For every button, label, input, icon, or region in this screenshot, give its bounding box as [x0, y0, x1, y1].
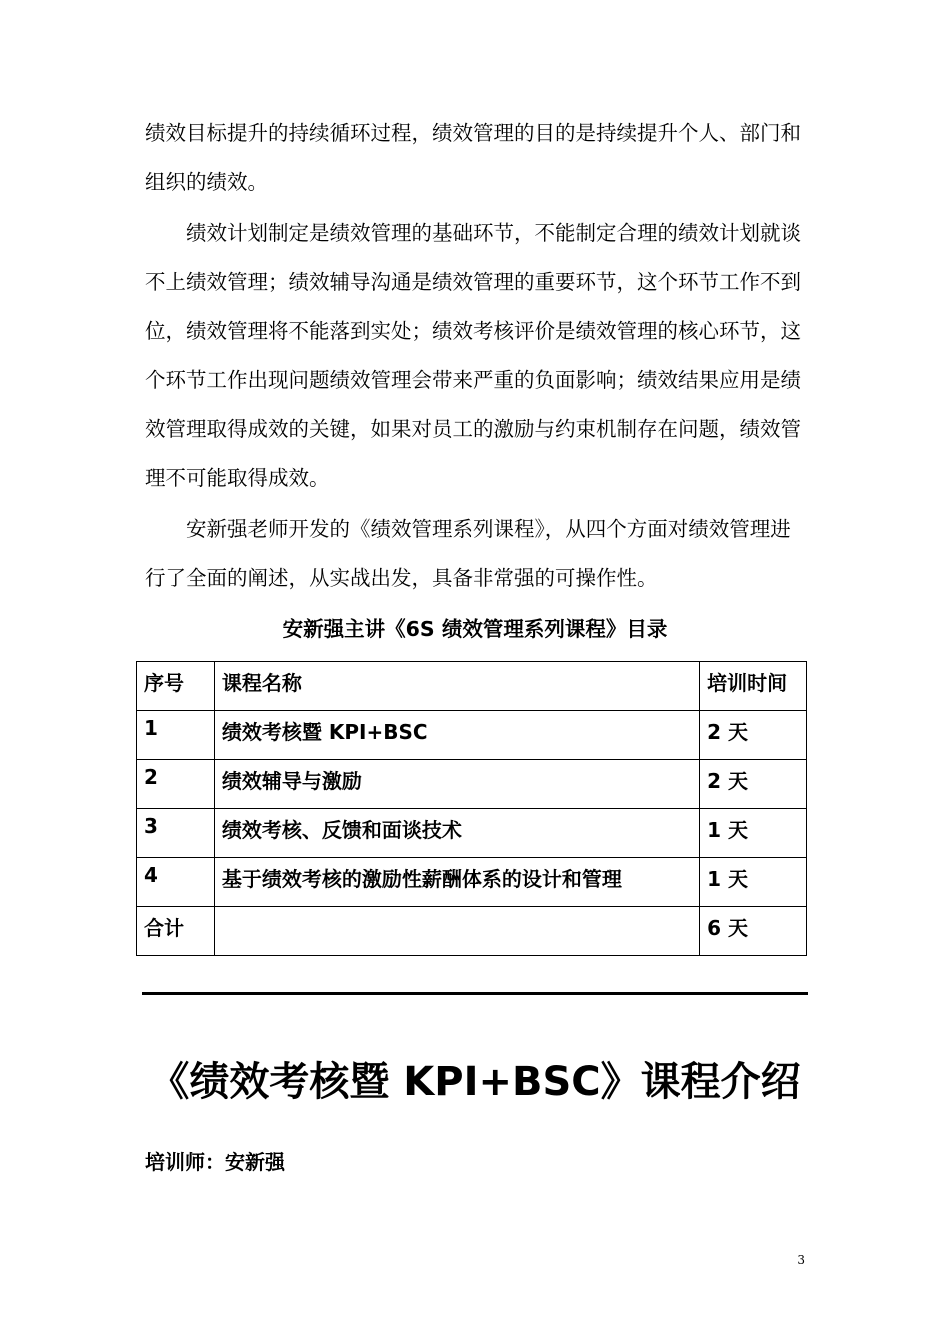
- section-divider: [142, 992, 808, 995]
- table-total-row: [137, 907, 807, 956]
- table-row: [137, 760, 807, 809]
- page-number: 3: [797, 1253, 805, 1267]
- row-course-name: 绩效考核暨 KPI+BSC: [214, 711, 699, 760]
- trainer-name: 培训师：安新强: [145, 1150, 285, 1174]
- toc-title: 安新强主讲《6S 绩效管理系列课程》目录: [282, 617, 668, 641]
- paragraph-2: 绩效计划制定是绩效管理的基础环节，不能制定合理的绩效计划就谈不上绩效管理；绩效辅导沟通是绩效管理的重要环节，这个环节工作不到位，绩效管理将不能落到实处；绩效考核评价是绩效管理的核心环节，这个环节工作出现问题绩效管理会带来严重的负面影响；绩效结果应用是绩效管理取得成效的关键，如果对员工的激励与约束机制存在问题，绩效管理不可能取得成效。: [145, 221, 801, 490]
- row-index: 2: [137, 760, 215, 809]
- row-duration: 2 天: [700, 760, 807, 809]
- paragraph-1: 绩效目标提升的持续循环过程，绩效管理的目的是持续提升个人、部门和组织的绩效。: [145, 121, 801, 194]
- course-table: [136, 661, 807, 956]
- row-duration: 1 天: [700, 809, 807, 858]
- row-index: 3: [137, 809, 215, 858]
- table-row: [137, 809, 807, 858]
- table-row: [137, 858, 807, 907]
- row-course-name: [214, 907, 699, 956]
- paragraph-3: 安新强老师开发的《绩效管理系列课程》，从四个方面对绩效管理进行了全面的阐述，从实战出发，具备非常强的可操作性。: [145, 517, 791, 590]
- header-index: 序号: [137, 662, 215, 711]
- row-index: 4: [137, 858, 215, 907]
- row-index: 1: [137, 711, 215, 760]
- row-index: 合计: [137, 907, 215, 956]
- row-duration: 6 天: [700, 907, 807, 956]
- table-header-row: [137, 662, 807, 711]
- table-row: [137, 711, 807, 760]
- row-course-name: 基于绩效考核的激励性薪酬体系的设计和管理: [214, 858, 699, 907]
- row-course-name: 绩效辅导与激励: [214, 760, 699, 809]
- row-duration: 1 天: [700, 858, 807, 907]
- header-course-name: 课程名称: [214, 662, 699, 711]
- row-duration: 2 天: [700, 711, 807, 760]
- row-course-name: 绩效考核、反馈和面谈技术: [214, 809, 699, 858]
- course-title: 《绩效考核暨 KPI+BSC》课程介绍: [149, 1059, 801, 1105]
- header-duration: 培训时间: [700, 662, 807, 711]
